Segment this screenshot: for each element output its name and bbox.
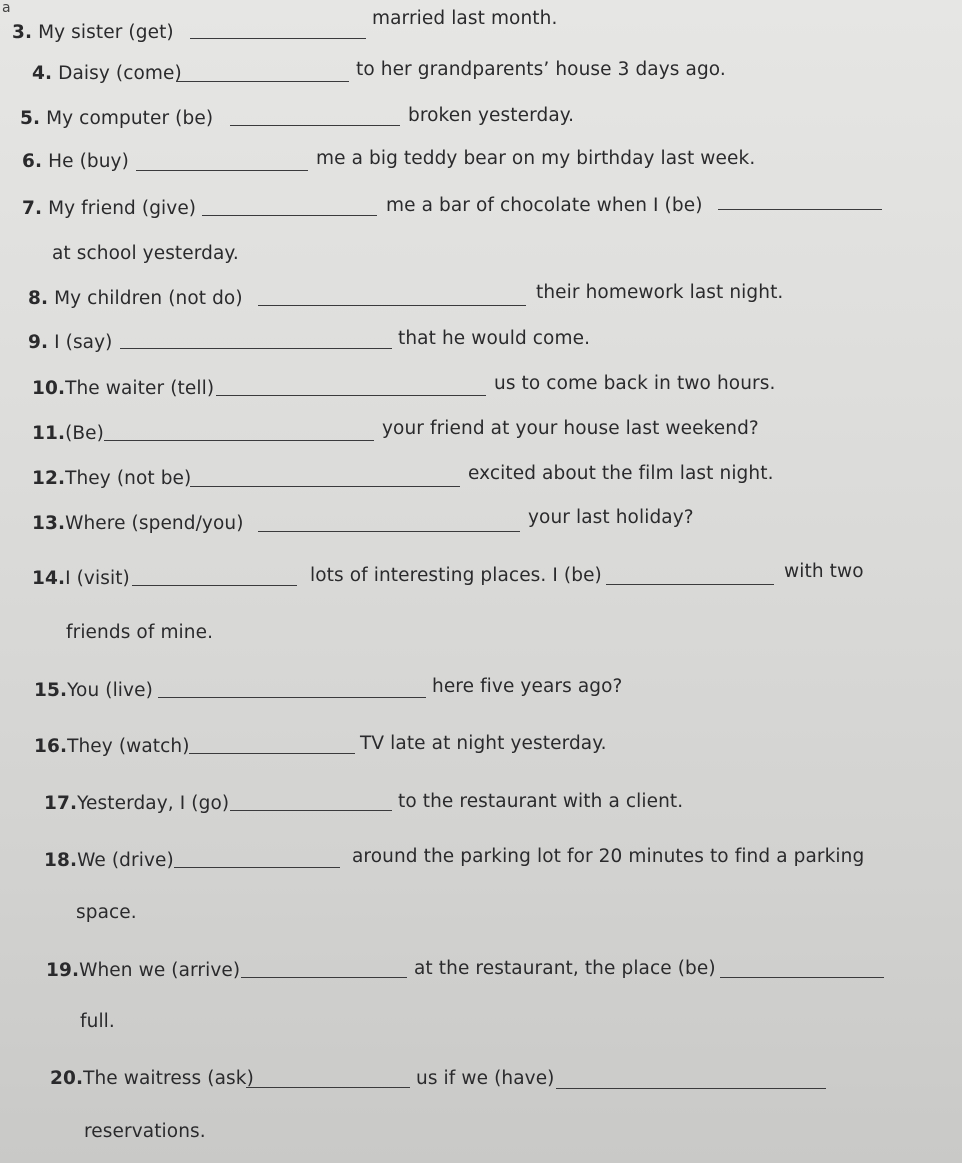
exercise-prompt: I (say) — [54, 332, 113, 353]
exercise-9-continuation: that he would come. — [398, 328, 591, 349]
answer-blank[interactable] — [158, 697, 426, 698]
exercise-5-continuation: broken yesterday. — [408, 105, 575, 126]
exercise-prompt: He (buy) — [48, 151, 129, 172]
exercise-prompt: The waitress (ask) — [83, 1068, 254, 1089]
answer-blank[interactable] — [104, 440, 374, 441]
exercise-number: 5. — [20, 108, 41, 129]
exercise-number: 10. — [32, 378, 66, 399]
exercise-prompt: The waiter (tell) — [65, 378, 215, 399]
exercise-prompt: When we (arrive) — [79, 960, 241, 981]
exercise-number: 14. — [32, 568, 66, 589]
answer-blank[interactable] — [216, 395, 486, 396]
exercise-prompt: Where (spend/you) — [65, 513, 244, 534]
exercise-number: 3. — [12, 22, 33, 43]
exercise-8-continuation: their homework last night. — [536, 282, 784, 303]
exercise-15 — [34, 680, 153, 702]
exercise-number: 4. — [32, 63, 53, 84]
exercise-13 — [32, 513, 244, 535]
answer-blank[interactable] — [189, 753, 355, 754]
exercise-9 — [28, 332, 113, 354]
exercise-prompt: Daisy (come) — [58, 63, 182, 84]
exercise-prompt: Yesterday, I (go) — [77, 793, 230, 814]
answer-blank[interactable] — [720, 977, 884, 978]
exercise-number: 12. — [32, 468, 66, 489]
exercise-14 — [32, 568, 130, 590]
answer-blank[interactable] — [136, 170, 308, 171]
exercise-18-wrap: space. — [76, 902, 137, 923]
exercise-prompt: They (not be) — [65, 468, 192, 489]
answer-blank[interactable] — [246, 1087, 410, 1088]
exercise-7-wrap: at school yesterday. — [52, 243, 239, 264]
exercise-14-wrap: friends of mine. — [66, 622, 214, 643]
exercise-prompt: (Be) — [65, 423, 104, 444]
exercise-prompt: My children (not do) — [54, 288, 243, 309]
exercise-19-continuation: at the restaurant, the place (be) — [414, 958, 716, 979]
exercise-number: 19. — [46, 960, 80, 981]
exercise-number: 8. — [28, 288, 49, 309]
exercise-17-continuation: to the restaurant with a client. — [398, 791, 684, 812]
answer-blank[interactable] — [556, 1088, 826, 1089]
exercise-17 — [44, 793, 229, 815]
exercise-prompt: We (drive) — [77, 850, 174, 871]
answer-blank[interactable] — [258, 531, 520, 532]
exercise-number: 16. — [34, 736, 68, 757]
exercise-18-continuation: around the parking lot for 20 minutes to find a parking — [352, 846, 865, 867]
answer-blank[interactable] — [230, 125, 400, 126]
exercise-20-wrap: reservations. — [84, 1121, 206, 1142]
exercise-number: 17. — [44, 793, 78, 814]
exercise-14-continuation: lots of interesting places. I (be) — [310, 565, 602, 586]
exercise-18 — [44, 850, 174, 872]
exercise-8 — [28, 288, 243, 310]
exercise-number: 7. — [22, 198, 43, 219]
exercise-number: 18. — [44, 850, 78, 871]
exercise-6-continuation: me a big teddy bear on my birthday last week. — [316, 148, 756, 169]
exercise-number: 9. — [28, 332, 49, 353]
corner-mark: a — [2, 0, 11, 16]
answer-blank[interactable] — [241, 977, 407, 978]
answer-blank[interactable] — [230, 810, 392, 811]
exercise-prompt: They (watch) — [67, 736, 190, 757]
exercise-4-continuation: to her grandparents’ house 3 days ago. — [356, 59, 726, 80]
exercise-11 — [32, 423, 104, 445]
exercise-prompt: My friend (give) — [48, 198, 197, 219]
answer-blank[interactable] — [132, 585, 297, 586]
answer-blank[interactable] — [606, 584, 774, 585]
exercise-20 — [50, 1068, 254, 1090]
exercise-prompt: You (live) — [67, 680, 153, 701]
answer-blank[interactable] — [176, 81, 349, 82]
exercise-10-continuation: us to come back in two hours. — [494, 373, 776, 394]
answer-blank[interactable] — [258, 305, 526, 306]
answer-blank[interactable] — [120, 348, 392, 349]
exercise-prompt: I (visit) — [65, 568, 130, 589]
exercise-19-wrap: full. — [80, 1011, 115, 1032]
exercise-15-continuation: here five years ago? — [432, 676, 623, 697]
exercise-12 — [32, 468, 191, 490]
exercise-number: 15. — [34, 680, 68, 701]
exercise-3 — [12, 22, 174, 44]
exercise-19 — [46, 960, 240, 982]
answer-blank[interactable] — [190, 486, 460, 487]
answer-blank[interactable] — [190, 38, 366, 39]
exercise-number: 13. — [32, 513, 66, 534]
exercise-11-continuation: your friend at your house last weekend? — [382, 418, 759, 439]
exercise-7-continuation: me a bar of chocolate when I (be) — [386, 195, 703, 216]
exercise-20-continuation: us if we (have) — [416, 1068, 555, 1089]
exercise-number: 6. — [22, 151, 43, 172]
exercise-16 — [34, 736, 190, 758]
exercise-number: 20. — [50, 1068, 84, 1089]
exercise-7 — [22, 198, 196, 220]
exercise-number: 11. — [32, 423, 66, 444]
exercise-6 — [22, 151, 129, 173]
exercise-16-continuation: TV late at night yesterday. — [360, 733, 607, 754]
exercise-12-continuation: excited about the film last night. — [468, 463, 774, 484]
answer-blank[interactable] — [718, 209, 882, 210]
answer-blank[interactable] — [174, 867, 340, 868]
exercise-14-after-second-blank: with two — [784, 561, 864, 582]
exercise-13-continuation: your last holiday? — [528, 507, 694, 528]
exercise-10 — [32, 378, 214, 400]
answer-blank[interactable] — [202, 215, 377, 216]
exercise-prompt: My sister (get) — [38, 22, 174, 43]
exercise-3-continuation: married last month. — [372, 8, 558, 29]
exercise-5 — [20, 108, 213, 130]
exercise-4 — [32, 63, 182, 85]
exercise-prompt: My computer (be) — [46, 108, 214, 129]
